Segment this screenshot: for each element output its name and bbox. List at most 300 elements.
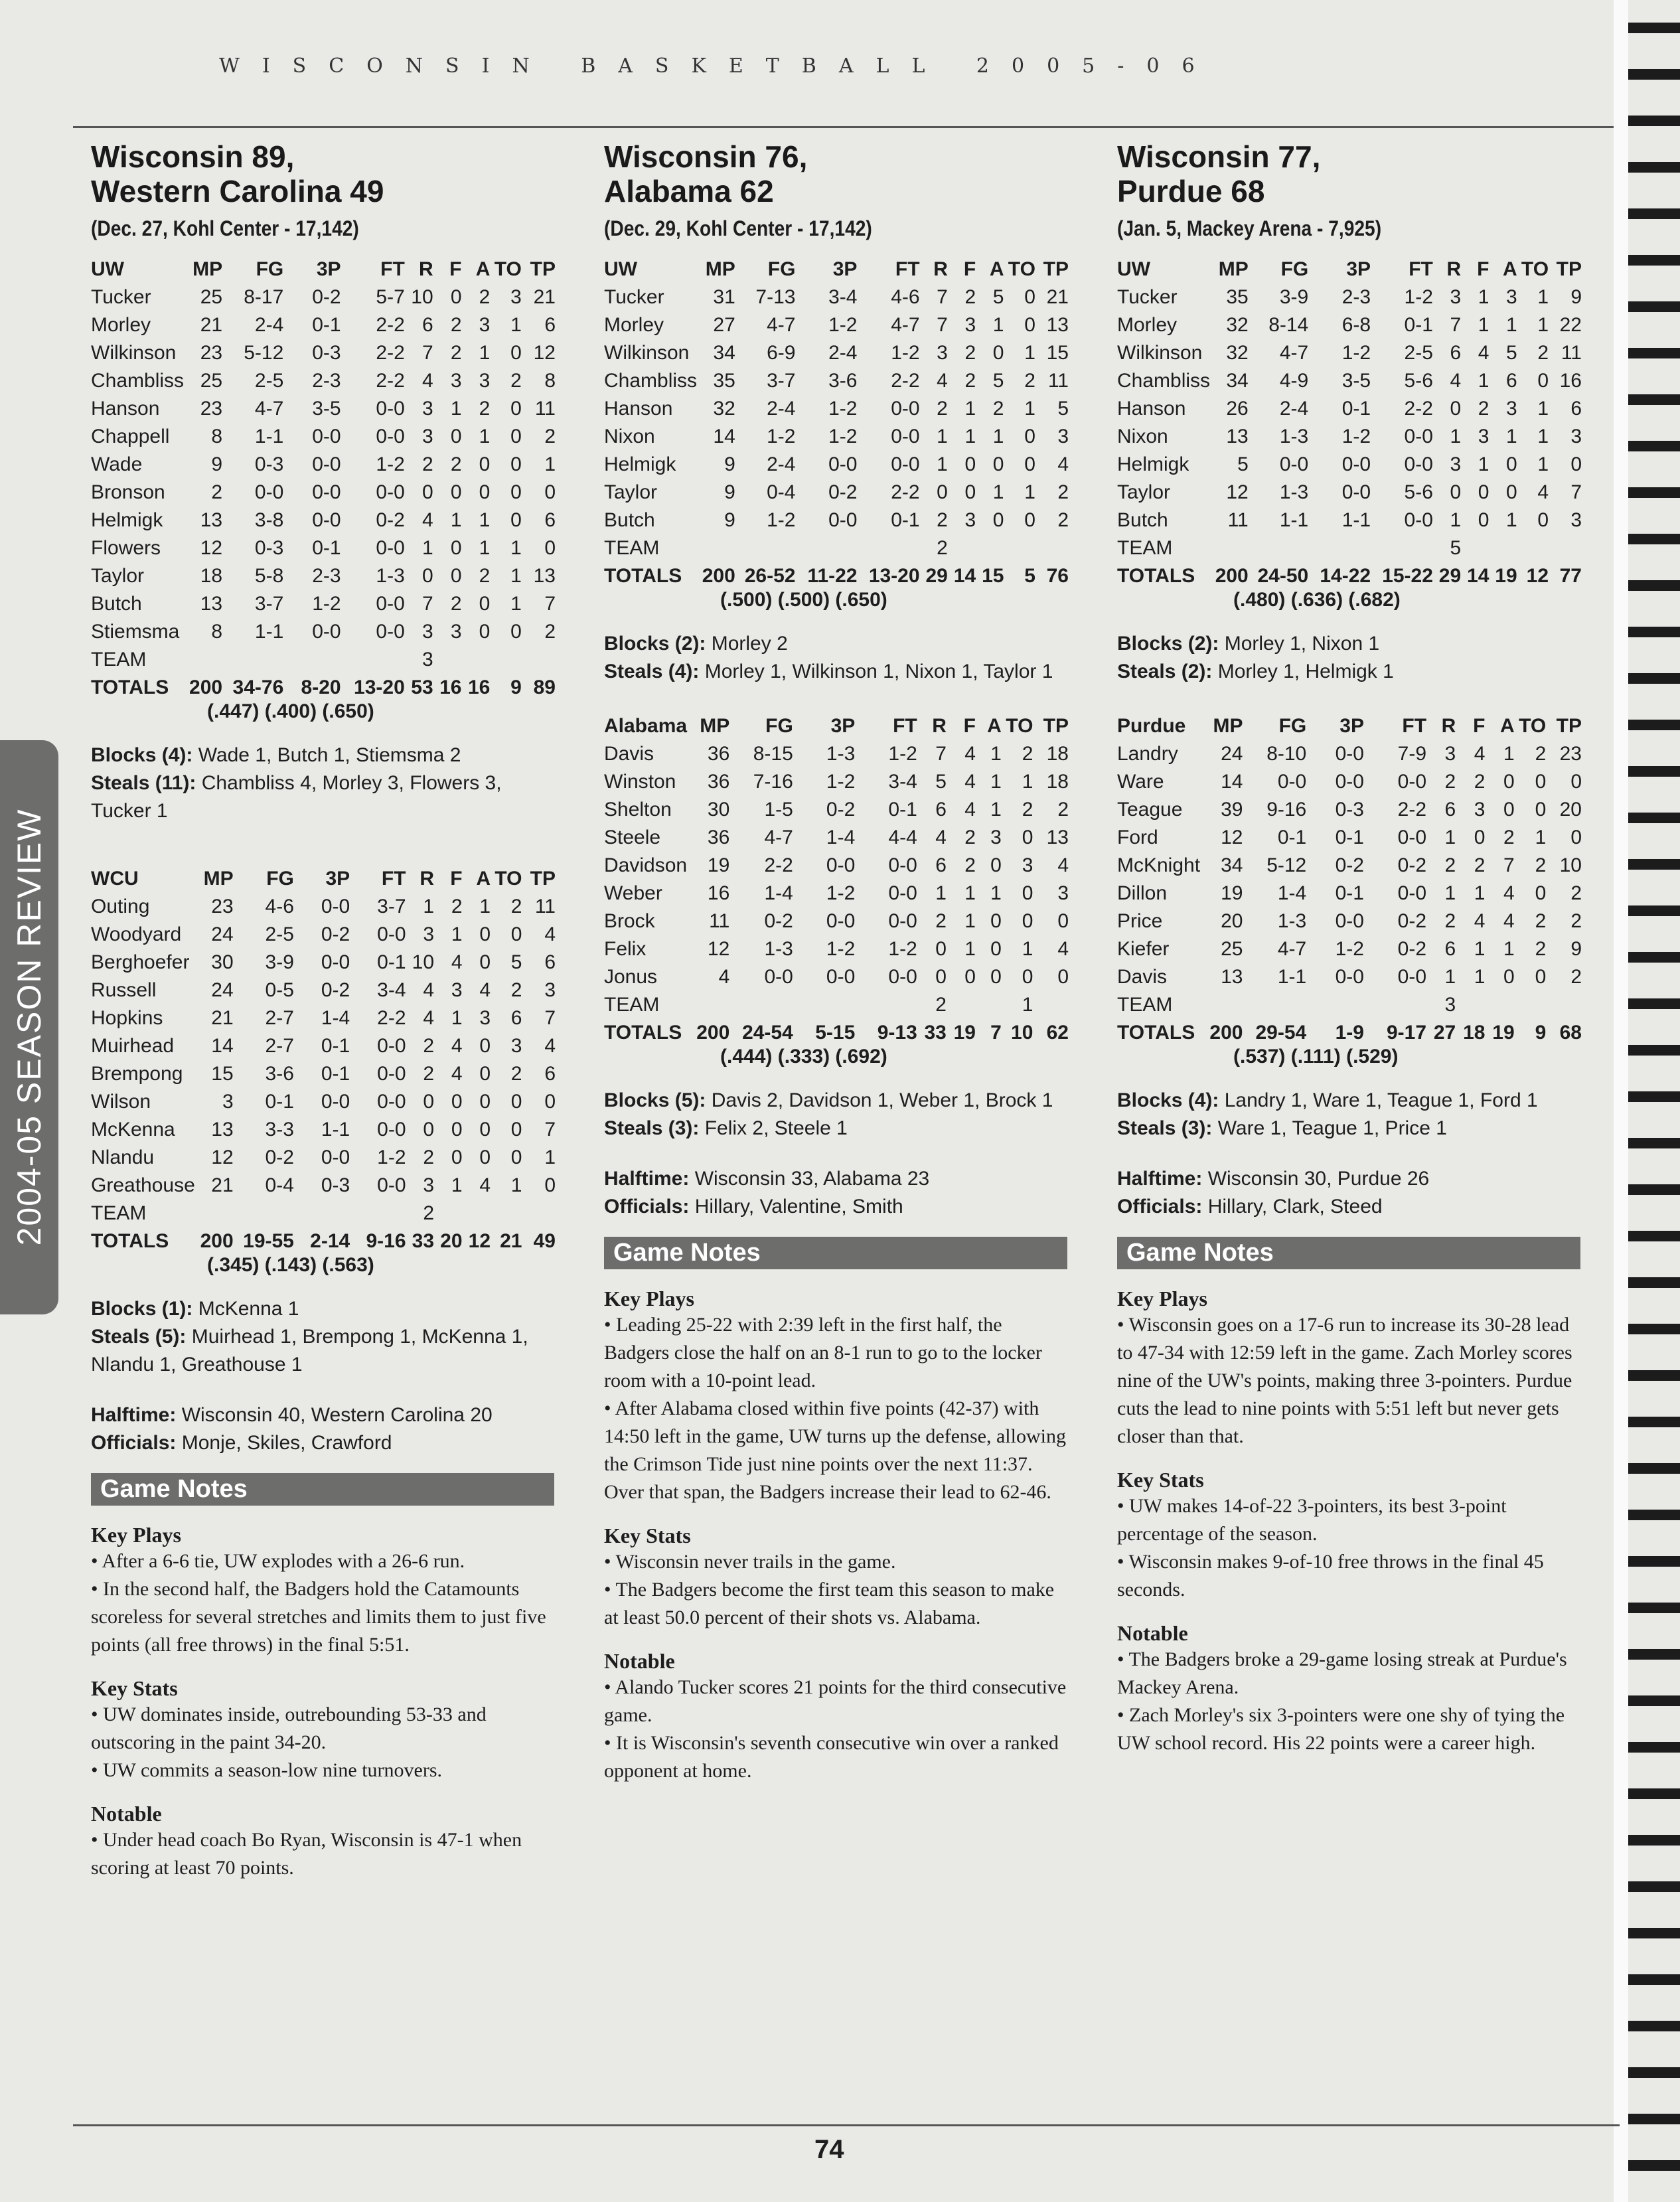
stat-cell: 13	[211, 1119, 234, 1140]
stat-cell: 1-2	[1341, 342, 1371, 364]
stat-cell: 7-9	[1397, 743, 1427, 765]
player-name: Winston	[604, 771, 676, 793]
column-header: TP	[530, 258, 556, 280]
stat-cell: 5-12	[244, 342, 284, 364]
stat-cell: 12	[533, 342, 556, 364]
totals-cell: 27	[1433, 1022, 1456, 1044]
game-title-line1: Wisconsin 76,	[604, 139, 808, 174]
player-row	[91, 893, 556, 921]
player-row	[91, 423, 556, 451]
stat-cell: 3	[1057, 426, 1069, 447]
stat-cell: 0-2	[312, 286, 341, 308]
stat-cell: 4-7	[891, 314, 920, 336]
player-row	[604, 852, 1069, 880]
stat-cell: 0-1	[312, 314, 341, 336]
stat-cell: 4-7	[254, 398, 284, 420]
stat-cell: 0	[423, 1119, 435, 1140]
stat-cell: 22	[1559, 314, 1582, 336]
stat-cell: 4	[1057, 938, 1069, 960]
stat-cell: 1-1	[1279, 509, 1309, 531]
game-column-1	[91, 139, 556, 1882]
stat-cell: 0-0	[888, 966, 917, 988]
stat-cell: 34	[1221, 854, 1243, 876]
stat-cell: 1	[964, 426, 976, 447]
stat-cell: 36	[707, 826, 730, 848]
stat-cell: 0	[1535, 771, 1547, 793]
column-header: TP	[1043, 715, 1069, 737]
stat-cell: 0	[451, 1119, 463, 1140]
stat-cell: 3-7	[767, 370, 796, 392]
footer-rule	[73, 2124, 1620, 2126]
stat-cell: 0	[450, 537, 462, 559]
steals-line	[91, 769, 556, 825]
stat-cell: 0	[510, 426, 522, 447]
stat-cell: 0	[479, 1091, 491, 1113]
totals-cell: 8-20	[301, 676, 341, 698]
stat-cell: 0	[510, 621, 522, 643]
player-name: Bronson	[91, 481, 165, 503]
stat-cell: 8-17	[244, 286, 284, 308]
blocks-label: Blocks (1):	[91, 1298, 193, 1320]
notable-item: • The Badgers broke a 29-game losing streak at Purdue's Mackey Arena.	[1117, 1648, 1567, 1698]
player-name: Flowers	[91, 537, 161, 559]
player-row	[604, 740, 1069, 768]
stat-cell: 0	[1570, 771, 1582, 793]
stat-cell: 11	[1047, 370, 1069, 392]
stat-cell: 2	[1570, 966, 1582, 988]
stat-cell: 0	[423, 1091, 435, 1113]
totals-cell: 24-54	[742, 1022, 793, 1044]
stat-cell: 4	[937, 370, 948, 392]
stat-cell: 2	[1503, 826, 1515, 848]
player-row	[1117, 479, 1582, 507]
stat-cell	[1243, 991, 1306, 1019]
stat-cell: 0-0	[826, 854, 856, 876]
stat-cell: 0	[1535, 966, 1547, 988]
stat-cell: 11	[709, 910, 730, 932]
stat-cell: 23	[211, 896, 234, 917]
stat-cell: 1-2	[891, 342, 920, 364]
stat-cell: 0-1	[1341, 398, 1371, 420]
stat-cell: 0-0	[312, 621, 341, 643]
player-name: Outing	[91, 896, 150, 917]
stat-cell	[283, 646, 341, 674]
stat-cell: 1	[1537, 398, 1549, 420]
totals-cell: 200	[200, 1230, 234, 1252]
player-row	[1117, 339, 1582, 367]
stat-cell: 1	[544, 1146, 556, 1168]
stat-cell: 2-7	[265, 1035, 294, 1057]
stat-cell: 11	[534, 398, 556, 420]
key-plays-item: • In the second half, the Badgers hold the Catamounts scoreless for several stretches and limits them to just five points (all free throws) in the final 5:51.	[91, 1578, 546, 1656]
player-row	[604, 311, 1069, 339]
stat-cell: 1	[1474, 882, 1486, 904]
totals-cell: 16	[467, 676, 491, 698]
stat-cell: 0-0	[376, 426, 405, 447]
steals-value: Morley 1, Wilkinson 1, Nixon 1, Taylor 1	[704, 661, 1053, 682]
player-row	[1117, 852, 1582, 880]
totals-cell: 9	[1535, 1022, 1547, 1044]
stat-cell: 1-4	[764, 882, 793, 904]
stat-cell: 5	[510, 951, 522, 973]
player-name: Russell	[91, 979, 157, 1001]
game-subtitle: (Dec. 29, Kohl Center - 17,142)	[604, 216, 872, 240]
officials-value: Hillary, Clark, Steed	[1207, 1196, 1383, 1218]
stat-cell: 0	[450, 565, 462, 587]
stat-cell: 2	[1057, 481, 1069, 503]
totals-label: TOTALS	[1117, 565, 1195, 587]
box-score-header-row	[91, 256, 556, 283]
stat-cell	[195, 1200, 234, 1227]
blocks-label: Blocks (2):	[604, 633, 706, 655]
player-name: Dillon	[1117, 882, 1168, 904]
stat-cell: 0	[1450, 481, 1462, 503]
stat-cell: 1	[479, 537, 491, 559]
stat-cell	[184, 646, 222, 674]
totals-cell: 12	[468, 1230, 491, 1252]
stat-cell	[1456, 991, 1485, 1019]
stat-cell: 1	[1505, 509, 1517, 531]
stat-cell: 2	[1535, 938, 1547, 960]
stat-cell: 35	[1226, 286, 1249, 308]
stat-cell: 0	[935, 938, 947, 960]
stat-cell: 1	[421, 537, 433, 559]
stat-cell: 0	[421, 565, 433, 587]
key-plays-item: • Leading 25-22 with 2:39 left in the first half, the Badgers close the half on an 8-1 run to go to the locker room with a 10-point lead.	[604, 1314, 1042, 1391]
stat-cell	[1485, 991, 1514, 1019]
stat-cell: 5	[992, 370, 1004, 392]
key-stats-heading: Key Stats	[1117, 1468, 1204, 1492]
stat-cell: 6	[1505, 370, 1517, 392]
stat-cell: 0	[1478, 481, 1489, 503]
stat-cell: 36	[707, 771, 730, 793]
stat-cell: 1-2	[826, 882, 856, 904]
stat-cell: 13	[200, 593, 223, 615]
game-notes-heading: Game Notes	[604, 1237, 1067, 1269]
shooting-percentages: (.480) (.636) (.682)	[1233, 589, 1401, 611]
column-header: MP	[1218, 258, 1249, 280]
stat-cell	[490, 646, 521, 674]
totals-cell: 21	[500, 1230, 522, 1252]
player-row	[1117, 283, 1582, 311]
box-score-header-row	[91, 865, 556, 893]
game-title-line1: Wisconsin 77,	[1117, 139, 1321, 174]
stat-cell: 7	[421, 342, 433, 364]
stat-cell: 1-3	[1277, 910, 1307, 932]
stat-cell: 32	[713, 398, 735, 420]
stat-cell: 3	[451, 979, 463, 1001]
stat-cell: 0	[1503, 966, 1515, 988]
stat-cell: 0	[1022, 966, 1033, 988]
stat-cell: 0	[510, 481, 522, 503]
totals-cell: 76	[1046, 565, 1069, 587]
column-header: TP	[1043, 258, 1069, 280]
stat-cell: 2	[450, 593, 462, 615]
stat-cell	[294, 1200, 350, 1227]
stat-cell: 2	[450, 342, 462, 364]
stat-cell: 18	[200, 565, 223, 587]
totals-cell: 15-22	[1382, 565, 1433, 587]
player-row	[604, 339, 1069, 367]
totals-cell: 29	[1438, 565, 1462, 587]
stat-cell: 3	[1570, 426, 1582, 447]
stat-cell: 0-0	[312, 426, 341, 447]
player-row	[604, 367, 1069, 395]
halftime-value: Wisconsin 40, Western Carolina 20	[181, 1404, 493, 1426]
stat-cell: 2	[1444, 910, 1456, 932]
stat-cell: 6	[935, 854, 947, 876]
stat-cell: 2-5	[1404, 342, 1433, 364]
stat-cell: 0	[1505, 481, 1517, 503]
stat-cell: 13	[1046, 314, 1069, 336]
stat-cell: 18	[1046, 771, 1069, 793]
page-header: WISCONSIN BASKETBALL 2005-06	[219, 54, 1217, 78]
stat-cell: 4-7	[1277, 938, 1307, 960]
shooting-percentages: (.537) (.111) (.529)	[1233, 1046, 1399, 1067]
stat-cell: 0-2	[826, 799, 856, 821]
stat-cell: 3-7	[377, 896, 406, 917]
stat-cell: 0-0	[1277, 771, 1307, 793]
player-row	[1117, 907, 1582, 935]
steals-value: Chambliss 4, Morley 3, Flowers 3, Tucker 1	[91, 772, 502, 822]
stat-cell: 14	[1221, 771, 1243, 793]
stat-cell	[1371, 534, 1433, 562]
stat-cell: 0-1	[321, 1063, 350, 1085]
column-header: R	[932, 715, 947, 737]
column-header: R	[418, 258, 433, 280]
notable-heading: Notable	[1117, 1621, 1188, 1645]
column-header: 3P	[1339, 715, 1364, 737]
player-row	[604, 796, 1069, 824]
steals-label: Steals (3):	[604, 1117, 700, 1139]
stat-cell: 9-16	[1266, 799, 1307, 821]
box-score-header-row	[1117, 256, 1582, 283]
stat-cell: 2	[510, 979, 522, 1001]
stat-cell: 3	[1505, 398, 1517, 420]
totals-cell: 53	[411, 676, 433, 698]
stat-cell: 1	[990, 799, 1002, 821]
player-name: TEAM	[604, 537, 660, 559]
stat-cell: 5-7	[376, 286, 405, 308]
stat-cell: 3-6	[828, 370, 858, 392]
totals-cell: 62	[1046, 1022, 1069, 1044]
blocks-line	[91, 742, 556, 769]
stat-cell: 0	[1505, 453, 1517, 475]
player-name: Nixon	[1117, 426, 1168, 447]
spacer	[91, 1379, 556, 1401]
stat-cell: 4	[423, 1007, 435, 1029]
stat-cell: 4	[451, 951, 463, 973]
stat-cell: 0	[510, 453, 522, 475]
stat-cell: 0	[510, 923, 522, 945]
player-name: Brempong	[91, 1063, 183, 1085]
stat-cell	[234, 1200, 294, 1227]
stat-cell: 0-0	[254, 481, 284, 503]
stat-cell: 9	[1570, 938, 1582, 960]
stat-cell: 4	[1503, 882, 1515, 904]
stat-cell: 34	[713, 342, 735, 364]
stat-cell: 1	[1450, 509, 1462, 531]
shooting-percentages: (.444) (.333) (.692)	[720, 1046, 887, 1067]
totals-row	[604, 1019, 1069, 1047]
stat-cell: 3	[479, 314, 491, 336]
column-header: FT	[893, 715, 917, 737]
player-row	[91, 451, 556, 479]
officials-line	[91, 1429, 556, 1457]
stat-cell: 0	[1450, 398, 1462, 420]
blocks-label: Blocks (4):	[91, 744, 193, 766]
stat-cell: 1	[510, 565, 522, 587]
stat-cell: 0-0	[1397, 771, 1427, 793]
stat-cell: 4	[479, 979, 491, 1001]
stat-cell: 32	[1226, 314, 1249, 336]
stat-cell: 4	[421, 370, 433, 392]
stat-cell: 1-4	[1277, 882, 1307, 904]
stat-cell: 0	[479, 1035, 491, 1057]
player-name: Chambliss	[1117, 370, 1211, 392]
player-name: Landry	[1117, 743, 1178, 765]
officials-label: Officials:	[91, 1432, 177, 1454]
stat-cell: 1	[1474, 938, 1486, 960]
stat-cell: 7	[935, 743, 947, 765]
column-header: F	[963, 715, 976, 737]
player-name: Berghoefer	[91, 951, 190, 973]
stat-cell: 0-2	[1397, 910, 1427, 932]
stat-cell: 5	[935, 771, 947, 793]
game-column-2	[604, 139, 1069, 1785]
player-name: Felix	[604, 938, 647, 960]
stat-cell: 1	[451, 1007, 463, 1029]
totals-cell: 11-22	[807, 565, 858, 587]
stat-cell: 19	[707, 854, 730, 876]
player-name: Hanson	[91, 398, 160, 420]
stat-cell: 31	[713, 286, 735, 308]
stat-cell: 10	[412, 951, 435, 973]
column-header: 3P	[325, 868, 350, 890]
stat-cell: 0	[544, 1174, 556, 1196]
stat-cell: 1	[937, 453, 948, 475]
stat-cell: 18	[1046, 743, 1069, 765]
stat-cell: 3-4	[888, 771, 917, 793]
stat-cell: 0-1	[888, 799, 917, 821]
stat-cell: 0-3	[321, 1174, 350, 1196]
notable-heading: Notable	[604, 1649, 675, 1673]
player-row	[604, 395, 1069, 423]
blocks-value: McKenna 1	[198, 1298, 299, 1320]
totals-cell: 26-52	[744, 565, 796, 587]
blocks-value: Morley 2	[711, 633, 788, 655]
stat-cell: 0-0	[888, 854, 917, 876]
stat-cell: 2	[479, 398, 491, 420]
stat-cell	[947, 991, 976, 1019]
shooting-percentages: (.345) (.143) (.563)	[207, 1254, 374, 1276]
stat-cell: 2	[937, 537, 948, 559]
player-name: Nlandu	[91, 1146, 155, 1168]
officials-label: Officials:	[1117, 1196, 1203, 1218]
stat-cell: 1-2	[376, 453, 405, 475]
stat-cell: 1	[450, 509, 462, 531]
stat-cell: 2-4	[254, 314, 284, 336]
stat-cell: 1	[1444, 826, 1456, 848]
totals-cell: 13-20	[354, 676, 405, 698]
stat-cell: 0	[990, 966, 1002, 988]
player-name: Hopkins	[91, 1007, 163, 1029]
stat-cell: 10	[1559, 854, 1582, 876]
stat-cell	[1364, 991, 1426, 1019]
stat-cell: 2	[1474, 771, 1486, 793]
stat-cell: 0-0	[1397, 882, 1427, 904]
stat-cell	[1461, 534, 1489, 562]
stat-cell: 4	[935, 826, 947, 848]
stat-cell: 4	[1474, 910, 1486, 932]
stat-cell: 0	[990, 854, 1002, 876]
column-header: A	[1499, 715, 1515, 737]
column-header: R	[420, 868, 435, 890]
stat-cell: 1	[990, 743, 1002, 765]
stat-cell: 5	[1505, 342, 1517, 364]
stat-cell: 3	[479, 370, 491, 392]
totals-cell: 19	[1495, 565, 1517, 587]
player-row	[604, 963, 1069, 991]
stat-cell: 1	[1537, 426, 1549, 447]
notable-heading: Notable	[91, 1802, 162, 1826]
stat-cell: 2-3	[312, 370, 341, 392]
totals-row	[604, 562, 1069, 590]
stat-cell: 0	[479, 453, 491, 475]
stat-cell: 21	[200, 314, 223, 336]
player-name: TEAM	[1117, 537, 1173, 559]
player-row	[91, 507, 556, 534]
stat-cell: 36	[707, 743, 730, 765]
column-header: TP	[530, 868, 556, 890]
spacer	[604, 1142, 1069, 1165]
stat-cell: 2-7	[265, 1007, 294, 1029]
stat-cell	[522, 646, 556, 674]
stat-cell: 2-2	[376, 370, 405, 392]
stat-cell: 4	[451, 1035, 463, 1057]
stat-cell: 4-6	[265, 896, 294, 917]
stat-cell: 5	[992, 286, 1004, 308]
stat-cell: 0	[992, 453, 1004, 475]
stat-cell: 2	[1444, 771, 1456, 793]
totals-cell: 9-13	[877, 1022, 917, 1044]
box-score-header-row	[1117, 712, 1582, 740]
totals-cell: 29-54	[1255, 1022, 1307, 1044]
stat-cell: 2	[423, 1146, 435, 1168]
column-header: 3P	[316, 258, 341, 280]
column-header: TO	[1006, 715, 1033, 737]
stat-cell: 0-0	[1397, 826, 1427, 848]
stat-cell: 0-0	[376, 481, 405, 503]
stat-cell: 0-4	[767, 481, 796, 503]
stat-cell: 1-3	[826, 743, 856, 765]
key-stats-heading: Key Stats	[604, 1524, 691, 1547]
box-score-header-row	[604, 712, 1069, 740]
stat-cell: 0-0	[1335, 910, 1364, 932]
player-name: Taylor	[1117, 481, 1171, 503]
stat-cell: 3	[937, 342, 948, 364]
stat-cell: 1	[990, 882, 1002, 904]
player-name: Tucker	[1117, 286, 1178, 308]
stat-cell: 0-0	[377, 1063, 406, 1085]
stat-cell: 4	[451, 1063, 463, 1085]
column-header: A	[1502, 258, 1517, 280]
stat-cell: 0	[479, 923, 491, 945]
stat-cell: 0-0	[321, 951, 350, 973]
column-header: A	[987, 715, 1002, 737]
column-header: A	[989, 258, 1004, 280]
stat-cell: 2	[1022, 799, 1033, 821]
